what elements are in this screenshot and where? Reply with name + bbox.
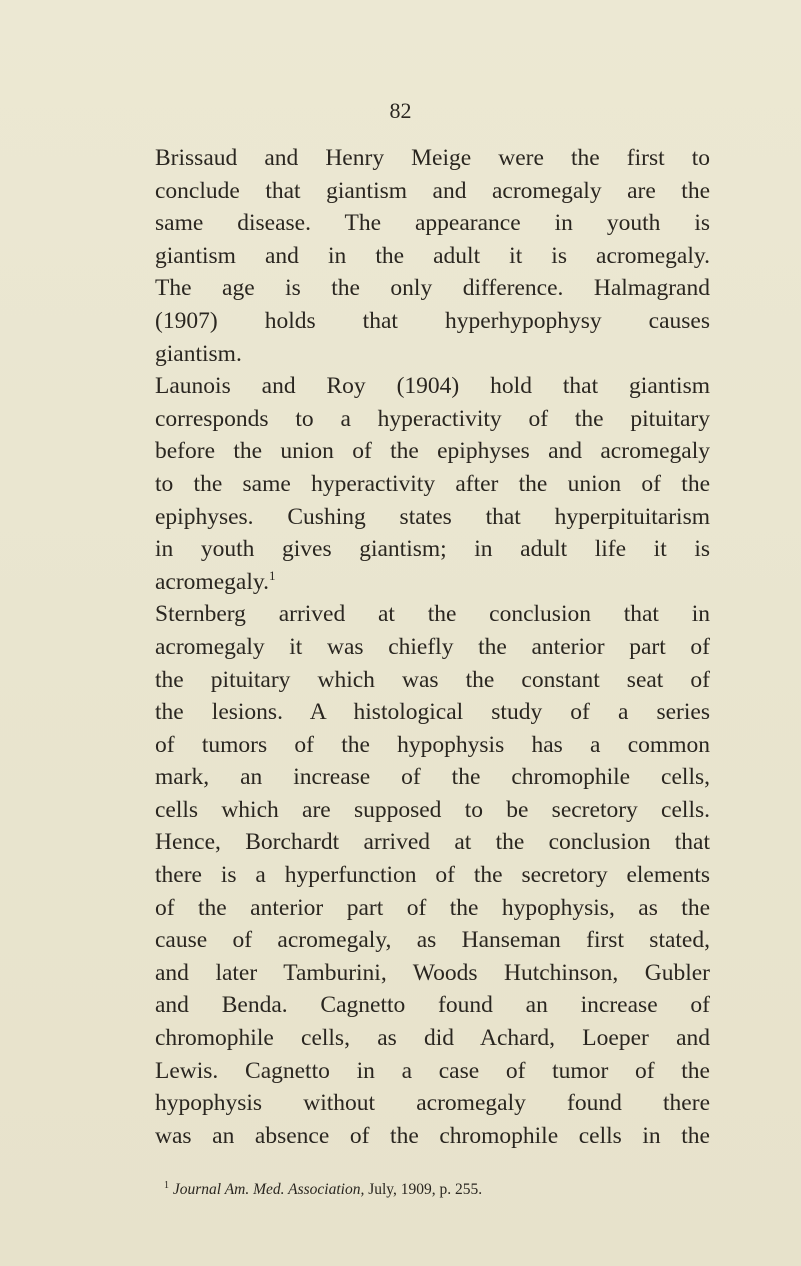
text-line [155, 598, 710, 631]
text-line [155, 664, 710, 697]
text-line-content: mark, an increase of the chromophile cells, [155, 764, 710, 791]
text-line-content: Lewis. Cagnetto in a case of tumor of the [155, 1057, 710, 1084]
text-line-content: was an absence of the chromophile cells in the [155, 1122, 710, 1149]
text-line-content: hypophysis without acromegaly found there [155, 1090, 710, 1117]
text-line [155, 240, 710, 273]
text-line [155, 729, 710, 762]
page-number: 82 [389, 98, 412, 123]
text-line-content: Hence, Borchardt arrived at the conclusion that [155, 829, 710, 856]
text-line [155, 696, 710, 729]
text-line [155, 370, 710, 403]
footnote-details: July, 1909, p. 255. [368, 1181, 483, 1198]
text-line-content: and later Tamburini, Woods Hutchinson, Gubler [155, 959, 710, 986]
text-line [155, 207, 710, 240]
text-line [155, 794, 710, 827]
body-text [155, 142, 710, 1152]
text-line [155, 1022, 710, 1055]
footnote-reference: 1 [268, 567, 276, 583]
text-line-content: (1907) holds that hyperhypophysy causes [155, 307, 710, 334]
text-line-content: corresponds to a hyperactivity of the pituitary [155, 405, 710, 432]
text-line-content: conclude that giantism and acromegaly are the [155, 177, 710, 204]
text-line [155, 761, 710, 794]
text-line [155, 957, 710, 990]
text-line [155, 989, 710, 1022]
text-line [155, 631, 710, 664]
text-line [155, 142, 710, 175]
text-line-content: Sternberg arrived at the conclusion that in [155, 601, 710, 628]
text-line-content: giantism and in the adult it is acromegaly. [155, 242, 710, 269]
text-line-content: acromegaly. [155, 568, 269, 595]
text-line-content: the pituitary which was the constant seat of [155, 666, 710, 693]
footnote [164, 1180, 724, 1200]
text-line [155, 533, 710, 566]
text-line-content: acromegaly it was chiefly the anterior part of [155, 633, 710, 660]
footnote-marker: 1 [164, 1179, 169, 1191]
text-line [155, 1120, 710, 1153]
text-line-content: of tumors of the hypophysis has a common [155, 731, 710, 758]
text-line [155, 826, 710, 859]
text-line-content: cells which are supposed to be secretory cells. [155, 796, 710, 823]
text-line [155, 468, 710, 501]
text-line [155, 272, 710, 305]
text-line-content: chromophile cells, as did Achard, Loeper and [155, 1025, 710, 1052]
text-line-content: cause of acromegaly, as Hanseman first stated, [155, 927, 710, 954]
text-line [155, 501, 710, 534]
text-line-content: epiphyses. Cushing states that hyperpituitarism [155, 503, 710, 530]
text-line-content: Launois and Roy (1904) hold that giantism [155, 373, 710, 400]
text-line-content: giantism. [155, 340, 242, 367]
text-line-content: same disease. The appearance in youth is [155, 210, 710, 237]
text-line-content: there is a hyperfunction of the secretory elements [155, 862, 710, 889]
text-line [155, 924, 710, 957]
text-line-content: the lesions. A histological study of a series [155, 699, 710, 726]
footnote-citation: Journal Am. Med. Association, [172, 1181, 365, 1198]
text-line-content: The age is the only difference. Halmagrand [155, 275, 710, 302]
text-line [155, 305, 710, 338]
text-line [155, 1055, 710, 1088]
text-line-content: to the same hyperactivity after the union of the [155, 470, 710, 497]
text-line-content: in youth gives giantism; in adult life it is [155, 536, 710, 563]
text-line [155, 435, 710, 468]
text-line-content: of the anterior part of the hypophysis, as the [155, 894, 710, 921]
text-line-content: and Benda. Cagnetto found an increase of [155, 992, 710, 1019]
text-line-content: before the union of the epiphyses and acromegaly [155, 438, 710, 465]
text-line [155, 175, 710, 208]
text-line [155, 403, 710, 436]
text-line-content: Brissaud and Henry Meige were the first to [155, 145, 710, 171]
text-line [155, 1087, 710, 1120]
text-line [155, 892, 710, 925]
text-line [155, 566, 710, 599]
text-line [155, 859, 710, 892]
text-line [155, 338, 710, 371]
